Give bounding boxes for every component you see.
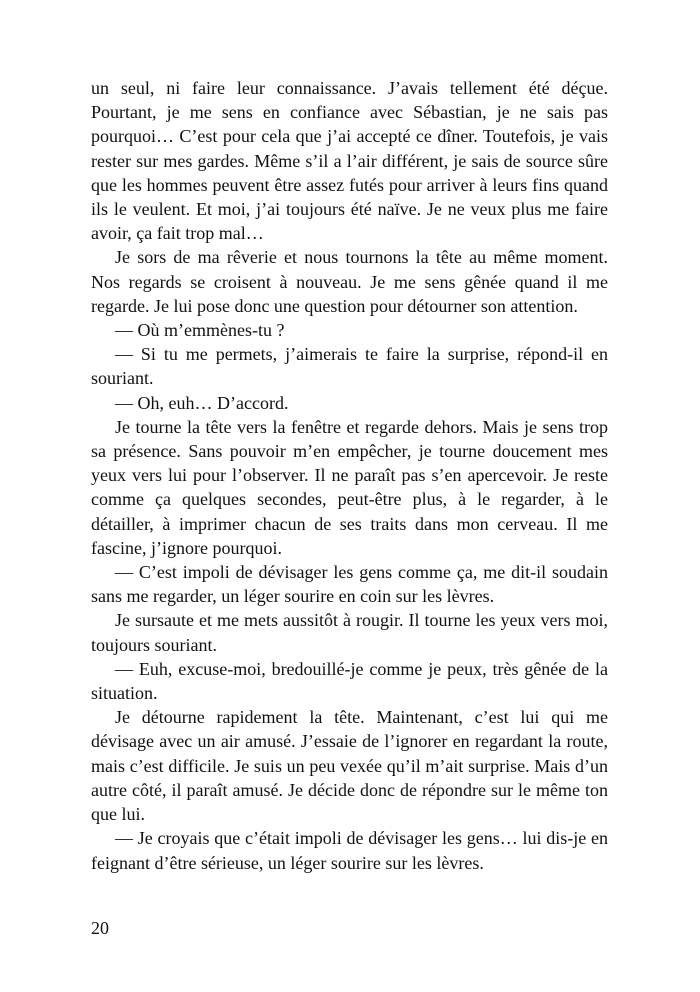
dialogue-line: — Euh, excuse-moi, bredouillé-je comme je peux, très gênée de la situation. <box>91 658 608 704</box>
paragraph: Je tourne la tête vers la fenêtre et regarde dehors. Mais je sens trop sa présence. Sans pouvoir m’en empêcher, je tourne doucement mes yeux vers lui pour l’observer. Il ne paraît pas s’en apercevoir. Je reste comme ça quelques secondes, peut-être plus, à le regarder, à le détailler, à imprimer chacun de ses traits dans mon cerveau. Il me fascine, j’ignore pourquoi. <box>91 416 608 558</box>
dialogue-line: — Si tu me permets, j’aimerais te faire la surprise, répond-il en souriant. <box>91 344 608 389</box>
paragraph: un seul, ni faire leur connaissance. J’avais tellement été déçue. Pourtant, je me sens en confiance avec Sébastian, je ne sais pas pourquoi… C’est pour cela que j’ai accepté ce dîner. Toutefois, je vais rester sur mes gardes. Même s’il a l’air différent, je sais de source sûre que les hommes peuvent être assez futés pour arriver à leurs fins quand ils le veulent. Et moi, j’ai toujours été naïve. Je ne veux plus me faire avoir, ça fait trop mal… <box>91 78 608 244</box>
dialogue-line: — Oh, euh… D’accord. <box>115 392 289 413</box>
dialogue-line: — Je croyais que c’était impoli de dévisager les gens… lui dis-je en feignant d’être sérieuse, un léger sourire sur les lèvres. <box>91 828 608 873</box>
paragraph: Je détourne rapidement la tête. Maintenant, c’est lui qui me dévisage avec un air amusé. J’essaie de l’ignorer en regardant la route, mais c’est difficile. Je suis un peu vexée qu’il m’ait surprise. Mais d’un autre côté, il paraît amusé. Je décide donc de répondre sur le même ton que lui. <box>91 707 608 825</box>
dialogue-line: — Où m’emmènes-tu ? <box>115 320 285 341</box>
body-text <box>91 76 608 875</box>
dialogue-line: — C’est impoli de dévisager les gens comme ça, me dit-il soudain sans me regarder, un léger sourire en coin sur les lèvres. <box>91 562 608 607</box>
page-number: 20 <box>91 918 109 938</box>
paragraph: Je sors de ma rêverie et nous tournons la tête au même moment. Nos regards se croisent à nouveau. Je me sens gênée quand il me regarde. Je lui pose donc une question pour détourner son attention. <box>91 247 608 316</box>
paragraph: Je sursaute et me mets aussitôt à rougir. Il tourne les yeux vers moi, toujours souriant. <box>91 610 608 655</box>
